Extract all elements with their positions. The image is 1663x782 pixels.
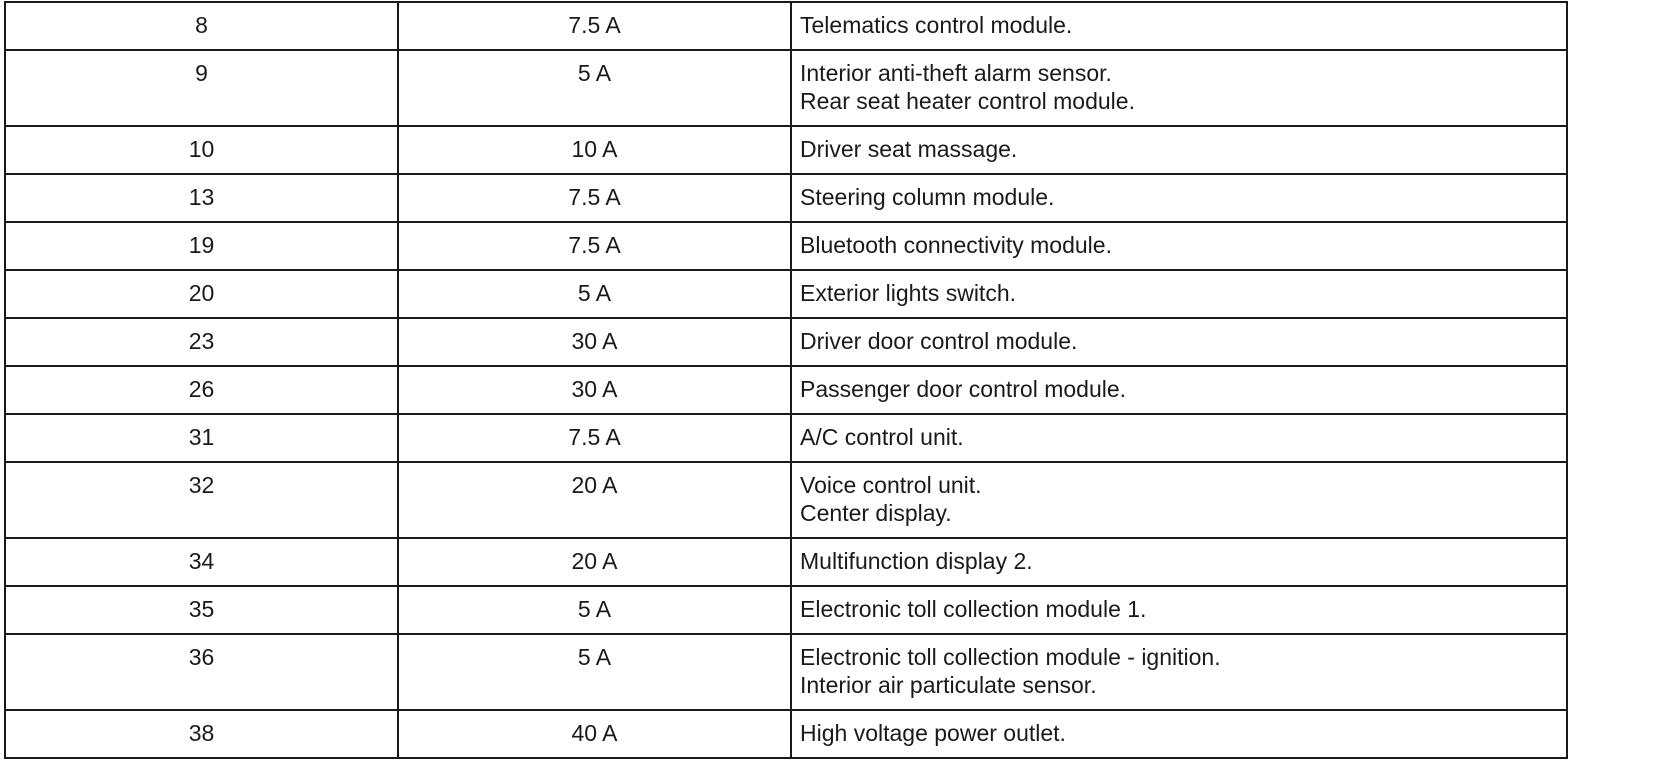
fuse-description-line: Rear seat heater control module. [800, 88, 1135, 114]
fuse-number-cell: 38 [5, 710, 398, 758]
fuse-description-line: Driver door control module. [800, 328, 1078, 354]
fuse-description-cell [791, 366, 1567, 414]
fuse-amperage-cell: 30 A [398, 318, 791, 366]
fuse-description-line: Electronic toll collection module 1. [800, 596, 1147, 622]
fuse-number-cell: 19 [5, 222, 398, 270]
fuse-number-cell: 9 [5, 50, 398, 126]
fuse-amperage-cell: 5 A [398, 50, 791, 126]
fuse-table-body [5, 2, 1567, 758]
fuse-description-line: Exterior lights switch. [800, 280, 1017, 306]
table-row [5, 538, 1567, 586]
fuse-description-line: Steering column module. [800, 184, 1055, 210]
fuse-description-cell [791, 50, 1567, 126]
fuse-description-cell [791, 586, 1567, 634]
table-row [5, 366, 1567, 414]
fuse-amperage-cell: 20 A [398, 538, 791, 586]
fuse-amperage-cell: 40 A [398, 710, 791, 758]
fuse-description-cell [791, 414, 1567, 462]
table-row [5, 50, 1567, 126]
fuse-number-cell: 36 [5, 634, 398, 710]
fuse-description-line: Electronic toll collection module - ignition. [800, 644, 1221, 670]
fuse-number-cell: 23 [5, 318, 398, 366]
fuse-description-line: Interior anti-theft alarm sensor. [800, 60, 1112, 86]
fuse-table [4, 1, 1568, 759]
fuse-amperage-cell: 10 A [398, 126, 791, 174]
fuse-number-cell: 13 [5, 174, 398, 222]
fuse-number-cell: 8 [5, 2, 398, 50]
table-row [5, 174, 1567, 222]
fuse-number-cell: 35 [5, 586, 398, 634]
fuse-number-cell: 31 [5, 414, 398, 462]
fuse-amperage-cell: 7.5 A [398, 414, 791, 462]
fuse-description-cell [791, 222, 1567, 270]
fuse-number-cell: 32 [5, 462, 398, 538]
table-row [5, 270, 1567, 318]
fuse-number-cell: 20 [5, 270, 398, 318]
fuse-description-line: A/C control unit. [800, 424, 964, 450]
fuse-amperage-cell: 20 A [398, 462, 791, 538]
table-row [5, 462, 1567, 538]
fuse-description-line: Multifunction display 2. [800, 548, 1033, 574]
fuse-description-cell [791, 174, 1567, 222]
fuse-number-cell: 10 [5, 126, 398, 174]
fuse-description-cell [791, 462, 1567, 538]
fuse-number-cell: 34 [5, 538, 398, 586]
table-row [5, 586, 1567, 634]
fuse-amperage-cell: 5 A [398, 586, 791, 634]
fuse-amperage-cell: 30 A [398, 366, 791, 414]
fuse-description-cell [791, 2, 1567, 50]
table-row [5, 710, 1567, 758]
fuse-amperage-cell: 7.5 A [398, 2, 791, 50]
table-row [5, 414, 1567, 462]
fuse-description-cell [791, 270, 1567, 318]
fuse-description-line: Center display. [800, 500, 952, 526]
table-row [5, 634, 1567, 710]
fuse-amperage-cell: 5 A [398, 270, 791, 318]
fuse-description-cell [791, 538, 1567, 586]
fuse-description-line: High voltage power outlet. [800, 720, 1066, 746]
table-row [5, 2, 1567, 50]
table-row [5, 222, 1567, 270]
fuse-description-cell [791, 634, 1567, 710]
fuse-description-cell [791, 710, 1567, 758]
table-row [5, 126, 1567, 174]
fuse-amperage-cell: 5 A [398, 634, 791, 710]
fuse-description-cell [791, 126, 1567, 174]
fuse-number-cell: 26 [5, 366, 398, 414]
fuse-amperage-cell: 7.5 A [398, 222, 791, 270]
fuse-description-line: Voice control unit. [800, 472, 982, 498]
fuse-description-line: Driver seat massage. [800, 136, 1018, 162]
fuse-amperage-cell: 7.5 A [398, 174, 791, 222]
fuse-description-line: Bluetooth connectivity module. [800, 232, 1112, 258]
fuse-description-line: Interior air particulate sensor. [800, 672, 1097, 698]
fuse-description-line: Telematics control module. [800, 12, 1073, 38]
fuse-description-line: Passenger door control module. [800, 376, 1127, 402]
fuse-description-cell [791, 318, 1567, 366]
table-row [5, 318, 1567, 366]
